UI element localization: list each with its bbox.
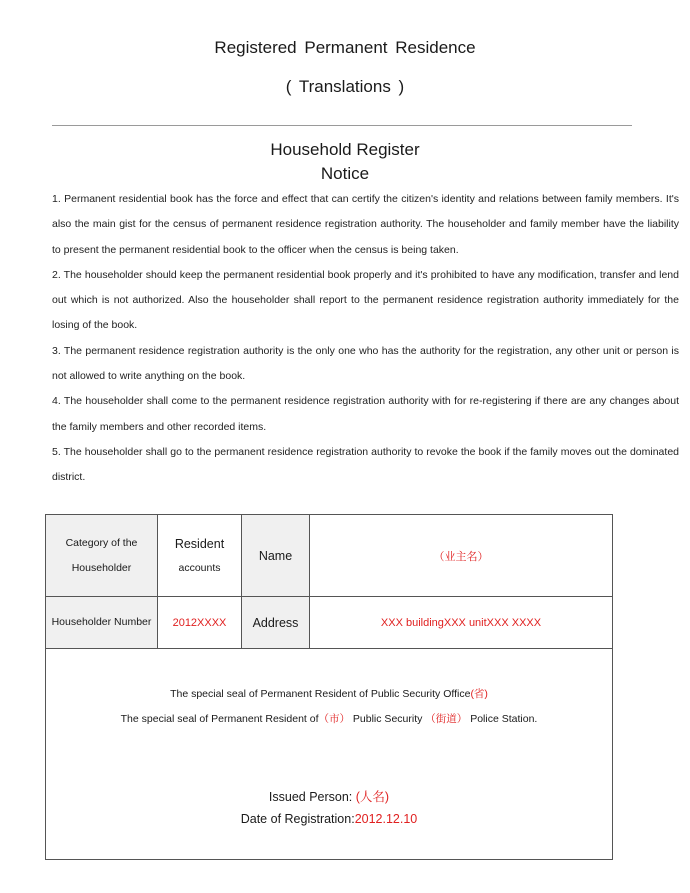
householder-number-label: Householder Number [46,597,158,649]
registration-date-row [46,812,612,826]
notice-item-3: 3. The permanent residence registration authority is the only one who has the authority for the registration, any other unit or person is not allowed to write anything on the book. [52,344,679,383]
household-table [45,514,613,860]
seal-line-1 [46,686,612,701]
seal-line-1-province: (省) [470,688,488,700]
document-title: Registered Permanent Residence [214,38,476,57]
seal-line-2-text: The special seal of Permanent Resident of [120,713,319,725]
resident-label: Resident [174,536,225,551]
divider [52,125,632,126]
register-title: Household Register [270,140,420,159]
notice-item-5: 5. The householder shall go to the permanent residence registration authority to revoke the book if the family moves out the dominated district. [52,445,679,484]
notice-item-4: 4. The householder shall come to the permanent residence registration authority with for re-registering if there are any changes about the family members and other recorded items. [52,395,679,433]
address-label: Address [242,597,310,649]
seal-line-2 [46,711,612,726]
address-value: XXX buildingXXX unitXXX XXXX [310,597,613,649]
name-value: （业主名） [310,515,613,597]
notice-list [52,187,679,491]
accounts-label: accounts [178,561,221,574]
category-label: Category of the Householder [46,515,158,597]
seal-line-2-city: （市） [318,713,350,725]
issued-person-value: (人名) [355,790,390,804]
issued-person-label: Issued Person: [268,790,353,804]
notice-item-2: 2. The householder should keep the permanent residential book properly and it's prohibited to have any modification, transfer and lend out which is not authorized. Also the householder shall report to the permanent residence registration authority immediately for the losing of the book. [52,268,679,332]
document-subtitle: ( Translations ) [285,77,405,96]
householder-number-value: 2012XXXX [158,597,242,649]
issued-person-row [46,787,612,805]
registration-date-label: Date of Registration: [240,812,355,826]
seal-section [46,649,613,860]
seal-line-2-mid: Public Security [352,713,423,725]
notice-heading: Notice [320,164,370,183]
resident-accounts-cell [158,515,242,597]
seal-line-1-text: The special seal of Permanent Resident of Public Security Office [170,688,471,700]
name-label: Name [242,515,310,597]
seal-line-2-suffix: Police Station. [470,713,538,725]
notice-item-1: 1. Permanent residential book has the force and effect that can certify the citizen's identity and relations between family members. It's also the main gist for the census of permanent residence registration authority. The householder and family member have the liability to present the permanent residential book to the officer when the census is being taken. [52,193,679,256]
seal-line-2-street: （街道） [425,713,468,725]
registration-date-value: 2012.12.10 [354,812,418,826]
